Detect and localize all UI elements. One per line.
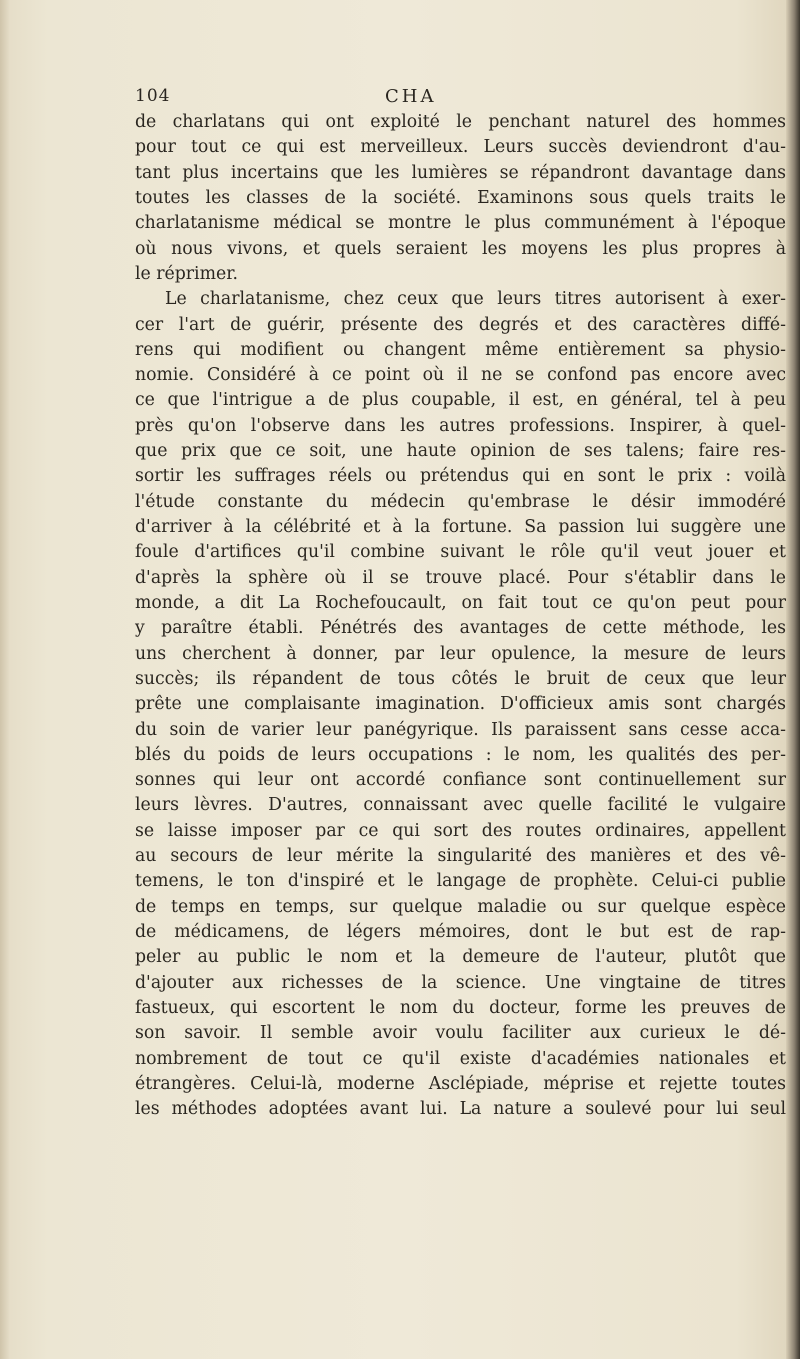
text-line: Le charlatanisme, chez ceux que leurs titres autorisent à exer- [165, 289, 786, 310]
text-line: toutes les classes de la société. Examinons sous quels traits le [135, 187, 786, 208]
text-line: les méthodes adoptées avant lui. La nature a soulevé pour lui seul [135, 1099, 786, 1120]
text-line: tant plus incertains que les lumières se répandront davantage dans [135, 162, 786, 183]
text-line: de médicamens, de légers mémoires, dont le but est de rap- [135, 922, 786, 942]
text-line: d'ajouter aux richesses de la science. Une vingtaine de titres [135, 972, 786, 993]
text-line: sonnes qui leur ont accordé confiance sont continuellement sur [135, 770, 786, 791]
text-line: prête une complaisante imagination. D'officieux amis sont chargés [135, 694, 786, 715]
text-line: le réprimer. [135, 263, 239, 284]
text-line: près qu'on l'observe dans les autres professions. Inspirer, à quel- [135, 415, 786, 436]
page-header [135, 86, 695, 112]
text-line: de charlatans qui ont exploité le penchant naturel des hommes [135, 112, 786, 132]
text-line: nomie. Considéré à ce point où il ne se confond pas encore avec [135, 365, 786, 386]
text-line: nombrement de tout ce qu'il existe d'académies nationales et [135, 1048, 786, 1069]
text-line: foule d'artifices qu'il combine suivant le rôle qu'il veut jouer et [135, 542, 786, 563]
body-text [135, 110, 786, 1123]
text-line: charlatanisme médical se montre le plus communément à l'époque [135, 213, 786, 234]
text-line: temens, le ton d'inspiré et le langage de prophète. Celui-ci publie [135, 871, 786, 892]
text-line: étrangères. Celui-là, moderne Asclépiade, méprise et rejette toutes [135, 1073, 786, 1094]
page-number: 104 [135, 86, 171, 106]
text-line: que prix que ce soit, une haute opinion de ses talens; faire res- [135, 441, 786, 462]
text-line: d'arriver à la célébrité et à la fortune. Sa passion lui suggère une [135, 517, 786, 537]
page-binding-shadow [786, 0, 800, 1359]
text-line: y paraître établi. Pénétrés des avantages de cette méthode, les [135, 618, 786, 639]
text-line: l'étude constante du médecin qu'embrase le désir immodéré [135, 491, 786, 512]
text-line: uns cherchent à donner, par leur opulence, la mesure de leurs [135, 643, 786, 664]
text-line: où nous vivons, et quels seraient les moyens les plus propres à [135, 238, 786, 259]
text-line: de temps en temps, sur quelque maladie ou sur quelque espèce [135, 896, 786, 917]
text-line: succès; ils répandent de tous côtés le bruit de ceux que leur [135, 668, 786, 689]
text-line: sortir les suffrages réels ou prétendus qui en sont le prix : voilà [135, 466, 786, 487]
text-line: rens qui modifient ou changent même entièrement sa physio- [135, 339, 786, 360]
text-line: leurs lèvres. D'autres, connaissant avec quelle facilité le vulgaire [135, 795, 786, 816]
text-line: monde, a dit La Rochefoucault, on fait tout ce qu'on peut pour [135, 592, 786, 613]
text-line: d'après la sphère où il se trouve placé. Pour s'établir dans le [135, 567, 786, 588]
text-line: son savoir. Il semble avoir voulu faciliter aux curieux le dé- [135, 1023, 786, 1044]
page-left-edge [0, 0, 10, 1359]
text-line: pour tout ce qui est merveilleux. Leurs succès deviendront d'au- [135, 137, 786, 158]
text-line: se laisse imposer par ce qui sort des routes ordinaires, appellent [135, 820, 786, 841]
running-head: CHA [385, 86, 437, 107]
text-line: blés du poids de leurs occupations : le nom, les qualités des per- [135, 744, 786, 765]
text-line: du soin de varier leur panégyrique. Ils paraissent sans cesse acca- [135, 719, 786, 740]
text-line: peler au public le nom et la demeure de l'auteur, plutôt que [135, 947, 786, 968]
text-line: fastueux, qui escortent le nom du docteur, forme les preuves de [135, 997, 786, 1018]
text-line: ce que l'intrigue a de plus coupable, il est, en général, tel à peu [135, 390, 786, 411]
text-line: au secours de leur mérite la singularité des manières et des vê- [135, 846, 786, 867]
text-line: cer l'art de guérir, présente des degrés et des caractères diffé- [135, 314, 786, 335]
